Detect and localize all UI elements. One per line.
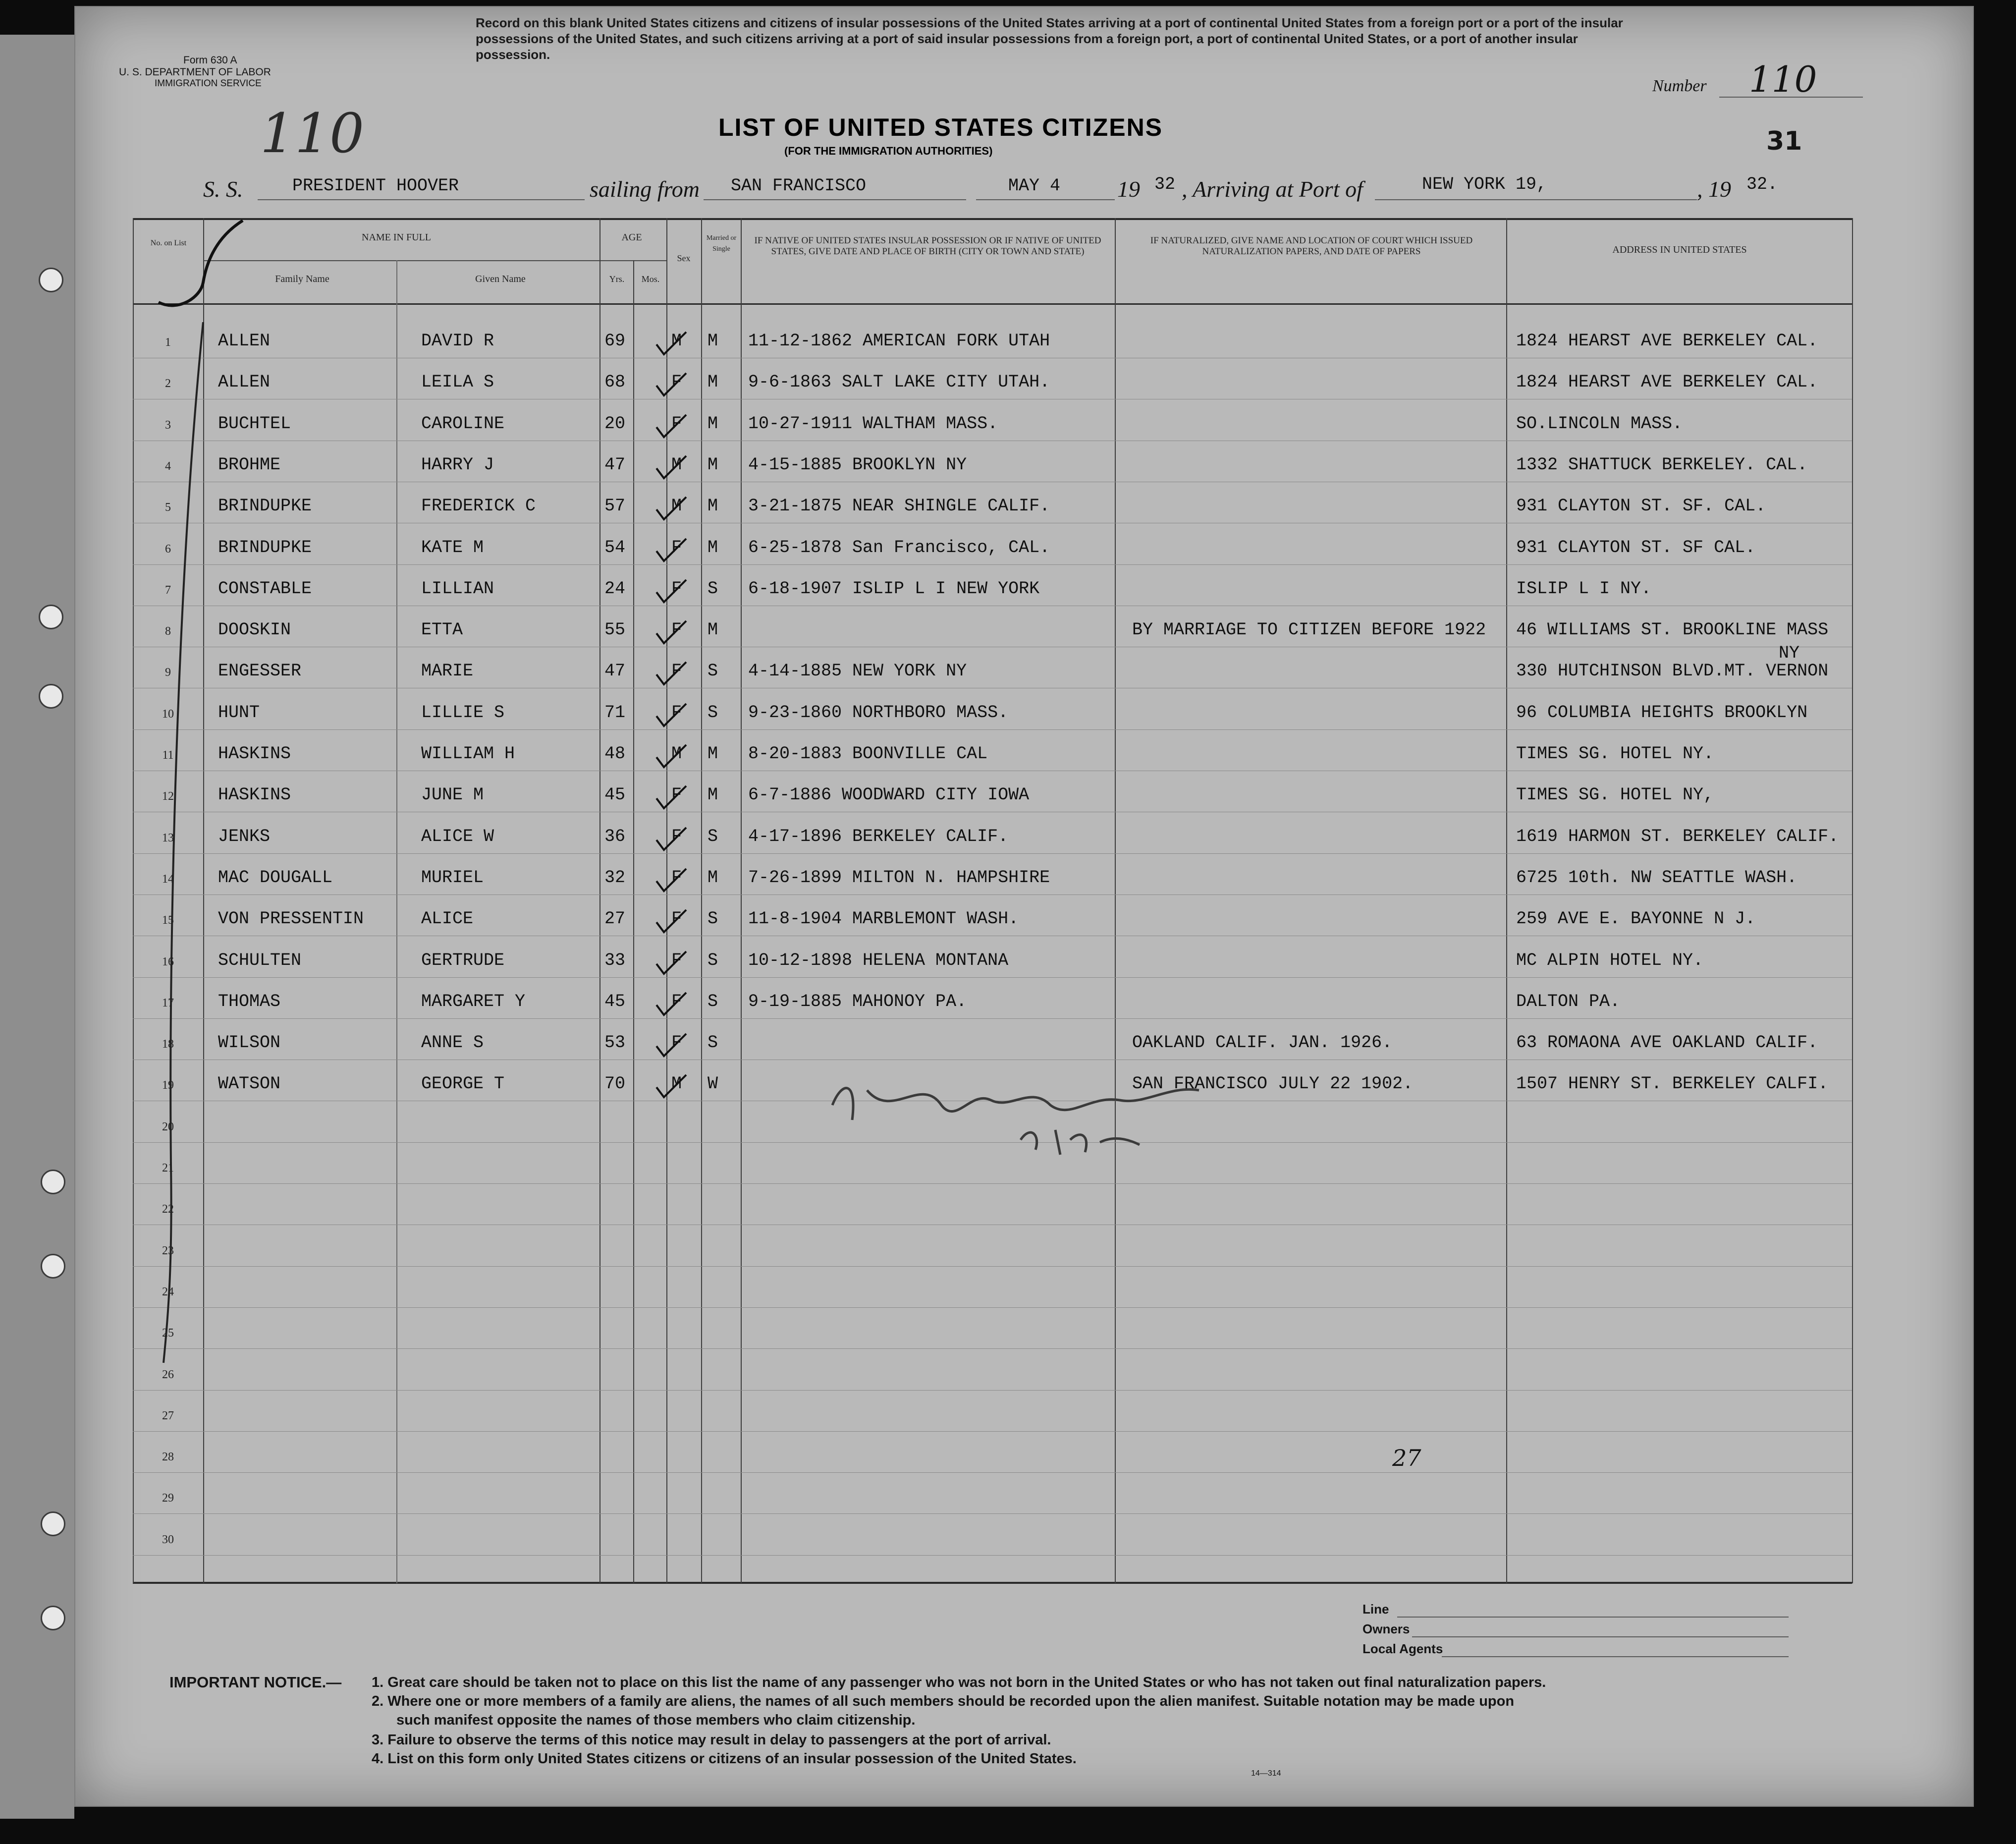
cell-addr: 931 CLAYTON ST. SF. CAL. bbox=[1516, 496, 1766, 516]
binder-hole bbox=[41, 1511, 65, 1536]
check-mark bbox=[654, 412, 689, 442]
cell-given: MURIEL bbox=[421, 867, 484, 888]
row-number: 13 bbox=[162, 831, 174, 844]
notice-item-3: 3. Failure to observe the terms of this notice may result in delay to passengers at the port of arrival. bbox=[372, 1732, 1051, 1748]
col-name-in-full: NAME IN FULL bbox=[362, 232, 431, 243]
line-underline bbox=[1397, 1617, 1789, 1618]
handwritten-note bbox=[822, 1061, 1229, 1160]
agents-label: Local Agents bbox=[1362, 1641, 1443, 1656]
cell-ms: M bbox=[708, 785, 718, 805]
cell-birth: 4-14-1885 NEW YORK NY bbox=[748, 661, 967, 681]
cell-ms: S bbox=[708, 702, 718, 723]
cell-sex: M bbox=[671, 496, 682, 516]
cell-addr: 1824 HEARST AVE BERKELEY CAL. bbox=[1516, 331, 1818, 351]
cell-ms: S bbox=[708, 1033, 718, 1053]
cell-given: KATE M bbox=[421, 537, 484, 558]
cell-addr: 96 COLUMBIA HEIGHTS BROOKLYN bbox=[1516, 702, 1808, 723]
date-underline bbox=[976, 199, 1115, 200]
row-number: 5 bbox=[165, 501, 171, 514]
cell-age: 47 bbox=[604, 661, 626, 681]
cell-nat: OAKLAND CALIF. JAN. 1926. bbox=[1132, 1033, 1393, 1053]
cell-birth: 9-23-1860 NORTHBORO MASS. bbox=[748, 702, 1009, 723]
col-line bbox=[1115, 218, 1116, 1583]
col-mos: Mos. bbox=[641, 274, 660, 284]
page-subtitle: (FOR THE IMMIGRATION AUTHORITIES) bbox=[784, 145, 993, 157]
cell-birth: 6-25-1878 San Francisco, CAL. bbox=[748, 537, 1050, 558]
col-line bbox=[133, 218, 134, 1583]
cell-sex: F bbox=[671, 372, 682, 392]
from-port-underline bbox=[704, 199, 966, 200]
cell-ms: S bbox=[708, 950, 718, 970]
check-mark bbox=[654, 866, 689, 896]
cell-family: BRINDUPKE bbox=[218, 496, 312, 516]
cell-given: DAVID R bbox=[421, 331, 494, 351]
row-rule bbox=[133, 1472, 1852, 1473]
cell-age: 36 bbox=[604, 826, 626, 846]
cell-given: ETTA bbox=[421, 620, 463, 640]
cell-sex: F bbox=[671, 620, 682, 640]
cell-given: WILLIAM H bbox=[421, 744, 515, 764]
cell-ms: W bbox=[708, 1074, 718, 1094]
cell-sex: F bbox=[671, 578, 682, 599]
cell-addr: 1507 HENRY ST. BERKELEY CALFI. bbox=[1516, 1074, 1829, 1094]
cell-ms: S bbox=[708, 826, 718, 846]
cell-addr: MC ALPIN HOTEL NY. bbox=[1516, 950, 1704, 970]
col-line bbox=[1506, 218, 1507, 1583]
handwritten-bracket bbox=[149, 213, 248, 322]
cell-age: 45 bbox=[604, 785, 626, 805]
cell-sex: F bbox=[671, 826, 682, 846]
binder-hole bbox=[39, 605, 63, 629]
row-number: 11 bbox=[162, 749, 174, 762]
cell-birth: 7-26-1899 MILTON N. HAMPSHIRE bbox=[748, 867, 1050, 888]
col-line bbox=[396, 260, 397, 1583]
cell-birth: 9-6-1863 SALT LAKE CITY UTAH. bbox=[748, 372, 1050, 392]
cell-given: LILLIE S bbox=[421, 702, 505, 723]
cell-family: ENGESSER bbox=[218, 661, 302, 681]
row-number: 26 bbox=[162, 1368, 174, 1381]
row-rule bbox=[133, 564, 1852, 565]
row-number: 9 bbox=[165, 666, 171, 679]
notice-item-4: 4. List on this form only United States citizens or citizens of an insular possession of the United States. bbox=[372, 1751, 1077, 1767]
cell-ms: S bbox=[708, 578, 718, 599]
page-title: LIST OF UNITED STATES CITIZENS bbox=[718, 113, 1163, 141]
cell-ms: M bbox=[708, 331, 718, 351]
owners-underline bbox=[1412, 1636, 1789, 1637]
row-rule bbox=[133, 853, 1852, 854]
cell-ms: M bbox=[708, 454, 718, 475]
check-mark bbox=[654, 949, 689, 979]
page-number: 31 bbox=[1766, 126, 1802, 156]
cell-family: MAC DOUGALL bbox=[218, 867, 333, 888]
owners-label: Owners bbox=[1362, 1621, 1410, 1636]
cell-age: 55 bbox=[604, 620, 626, 640]
from-port: SAN FRANCISCO bbox=[731, 176, 867, 196]
col-line bbox=[633, 260, 634, 1583]
cell-family: VON PRESSENTIN bbox=[218, 909, 364, 929]
check-mark bbox=[654, 825, 689, 855]
table-header-border bbox=[133, 303, 1852, 305]
number-value: 110 bbox=[1749, 58, 1817, 100]
cell-given: CAROLINE bbox=[421, 413, 505, 434]
cell-sex: F bbox=[671, 785, 682, 805]
line-label: Line bbox=[1362, 1602, 1389, 1617]
handwritten-number: 110 bbox=[260, 102, 364, 165]
cell-addr: 1332 SHATTUCK BERKELEY. CAL. bbox=[1516, 454, 1808, 475]
row-number: 6 bbox=[165, 542, 171, 556]
col-sex: Sex bbox=[677, 253, 691, 263]
cell-family: WILSON bbox=[218, 1033, 281, 1053]
check-mark bbox=[654, 495, 689, 524]
binder-hole bbox=[41, 1254, 65, 1279]
cell-nat: SAN FRANCISCO JULY 22 1902. bbox=[1132, 1074, 1414, 1094]
arrival-year-prefix: , 19 bbox=[1697, 176, 1731, 202]
cell-birth: 6-18-1907 ISLIP L I NEW YORK bbox=[748, 578, 1040, 599]
agents-underline bbox=[1442, 1656, 1789, 1657]
sailing-date: MAY 4 bbox=[1008, 176, 1061, 196]
row-rule bbox=[133, 1348, 1852, 1349]
department: U. S. DEPARTMENT OF LABOR bbox=[119, 66, 271, 78]
cell-sex: F bbox=[671, 413, 682, 434]
row-number: 22 bbox=[162, 1203, 174, 1216]
form-code: 14—314 bbox=[1251, 1769, 1281, 1778]
ship-underline bbox=[258, 199, 585, 200]
cell-age: 54 bbox=[604, 537, 626, 558]
row-number: 15 bbox=[162, 914, 174, 927]
col-no: No. on List bbox=[150, 239, 187, 247]
cell-birth: 8-20-1883 BOONVILLE CAL bbox=[748, 744, 988, 764]
cell-birth: 11-8-1904 MARBLEMONT WASH. bbox=[748, 909, 1019, 929]
check-mark bbox=[654, 330, 689, 359]
cell-given: HARRY J bbox=[421, 454, 494, 475]
number-label: Number bbox=[1652, 77, 1707, 95]
cell-ms: S bbox=[708, 909, 718, 929]
check-mark bbox=[654, 907, 689, 937]
row-number: 4 bbox=[165, 459, 171, 473]
row-rule bbox=[133, 1183, 1852, 1184]
check-mark bbox=[654, 536, 689, 566]
cell-birth: 4-15-1885 BROOKLYN NY bbox=[748, 454, 967, 475]
arrival-port: NEW YORK 19, bbox=[1422, 174, 1547, 194]
check-mark bbox=[654, 742, 689, 772]
year-suffix: 32 bbox=[1154, 174, 1176, 194]
notice-item-1: 1. Great care should be taken not to place on this list the name of any passenger who was not born in the United States or who has not taken out final naturalization papers. bbox=[372, 1675, 1546, 1690]
cell-ms: M bbox=[708, 496, 718, 516]
col-line bbox=[1852, 218, 1853, 1583]
check-mark bbox=[654, 577, 689, 607]
col-given: Given Name bbox=[475, 274, 526, 284]
row-rule bbox=[133, 1513, 1852, 1514]
cell-family: ALLEN bbox=[218, 331, 271, 351]
row-number: 17 bbox=[162, 996, 174, 1009]
cell-age: 45 bbox=[604, 991, 626, 1011]
cell-family: THOMAS bbox=[218, 991, 281, 1011]
table-top-border bbox=[133, 218, 1852, 220]
service: IMMIGRATION SERVICE bbox=[155, 78, 262, 89]
cell-family: WATSON bbox=[218, 1074, 281, 1094]
row-number: 19 bbox=[162, 1079, 174, 1092]
sailing-label: sailing from bbox=[590, 176, 700, 202]
cell-ms: S bbox=[708, 661, 718, 681]
col-line bbox=[701, 218, 702, 1583]
cell-birth: 9-19-1885 MAHONOY PA. bbox=[748, 991, 967, 1011]
row-number: 8 bbox=[165, 625, 171, 638]
col-naturalized: IF NATURALIZED, GIVE NAME AND LOCATION OF COURT WHICH ISSUED NATURALIZATION PAPERS, AND DATE OF PAPERS bbox=[1150, 235, 1473, 257]
row-number: 3 bbox=[165, 418, 171, 432]
check-mark bbox=[654, 1031, 689, 1061]
cell-age: 48 bbox=[604, 744, 626, 764]
cell-given: FREDERICK C bbox=[421, 496, 536, 516]
binder-hole bbox=[41, 1170, 65, 1194]
cell-sex: F bbox=[671, 950, 682, 970]
cell-addr: 6725 10th. NW SEATTLE WASH. bbox=[1516, 867, 1798, 888]
cell-age: 20 bbox=[604, 413, 626, 434]
row-number: 23 bbox=[162, 1244, 174, 1257]
check-mark bbox=[654, 453, 689, 483]
cell-ms: M bbox=[708, 537, 718, 558]
cell-birth: 10-27-1911 WALTHAM MASS. bbox=[748, 413, 998, 434]
cell-nat: BY MARRIAGE TO CITIZEN BEFORE 1922 bbox=[1132, 620, 1486, 640]
check-mark bbox=[654, 1072, 689, 1102]
cell-given: MARIE bbox=[421, 661, 474, 681]
cell-addr: 931 CLAYTON ST. SF CAL. bbox=[1516, 537, 1756, 558]
row-rule bbox=[133, 1266, 1852, 1267]
row-number: 28 bbox=[162, 1451, 174, 1464]
row-rule bbox=[133, 1018, 1852, 1019]
notice-heading: IMPORTANT NOTICE.— bbox=[169, 1674, 342, 1691]
cell-age: 71 bbox=[604, 702, 626, 723]
check-mark bbox=[654, 701, 689, 731]
cell-addr: SO.LINCOLN MASS. bbox=[1516, 413, 1683, 434]
cell-sex: F bbox=[671, 702, 682, 723]
cell-family: ALLEN bbox=[218, 372, 271, 392]
cell-addr: TIMES SG. HOTEL NY, bbox=[1516, 785, 1714, 805]
cell-addr: 46 WILLIAMS ST. BROOKLINE MASS bbox=[1516, 620, 1829, 640]
name-header-divider bbox=[203, 260, 599, 261]
cell-sex: M bbox=[671, 744, 682, 764]
cell-addr: 1619 HARMON ST. BERKELEY CALIF. bbox=[1516, 826, 1839, 846]
cell-ms: S bbox=[708, 991, 718, 1011]
check-mark bbox=[654, 618, 689, 648]
row-rule bbox=[133, 729, 1852, 730]
row-number: 21 bbox=[162, 1162, 174, 1174]
check-mark bbox=[654, 990, 689, 1020]
cell-addr: TIMES SG. HOTEL NY. bbox=[1516, 744, 1714, 764]
row-rule bbox=[133, 1307, 1852, 1308]
cell-age: 53 bbox=[604, 1033, 626, 1053]
row-number: 2 bbox=[165, 377, 171, 391]
row-number: 30 bbox=[162, 1533, 174, 1546]
cell-age: 69 bbox=[604, 331, 626, 351]
binder-hole bbox=[41, 1606, 65, 1630]
col-line bbox=[599, 218, 600, 1583]
row-number: 27 bbox=[162, 1409, 174, 1422]
cell-given: JUNE M bbox=[421, 785, 484, 805]
check-mark bbox=[654, 660, 689, 689]
cell-sex: M bbox=[671, 1074, 682, 1094]
row-number: 10 bbox=[162, 707, 174, 721]
row-number: 12 bbox=[162, 790, 174, 803]
row-number: 29 bbox=[162, 1492, 174, 1505]
cell-given: GEORGE T bbox=[421, 1074, 505, 1094]
notice-item-2: 2. Where one or more members of a family are aliens, the names of all such members should be recorded upon the alien manifest. Suitable notation may be made upon bbox=[372, 1693, 1515, 1709]
margin-check-line bbox=[149, 322, 223, 1591]
table-bottom-border bbox=[133, 1582, 1852, 1584]
cell-sex: F bbox=[671, 991, 682, 1011]
cell-addr: ISLIP L I NY. bbox=[1516, 578, 1652, 599]
check-mark bbox=[654, 783, 689, 813]
cell-given: ALICE W bbox=[421, 826, 494, 846]
cell-family: SCHULTEN bbox=[218, 950, 302, 970]
cell-addr: 1824 HEARST AVE BERKELEY CAL. bbox=[1516, 372, 1818, 392]
col-yrs: Yrs. bbox=[609, 274, 625, 284]
cell-family: BROHME bbox=[218, 454, 281, 475]
cell-ms: M bbox=[708, 867, 718, 888]
binding-strip bbox=[0, 35, 74, 1819]
col-address: ADDRESS IN UNITED STATES bbox=[1612, 244, 1747, 255]
col-age: AGE bbox=[621, 232, 642, 243]
cell-age: 57 bbox=[604, 496, 626, 516]
check-mark bbox=[654, 371, 689, 400]
arrival-underline bbox=[1375, 199, 1697, 200]
row-rule bbox=[133, 894, 1852, 895]
cell-addr: 330 HUTCHINSON BLVD.MT. VERNON bbox=[1516, 661, 1829, 681]
cell-sex: F bbox=[671, 537, 682, 558]
form-number: Form 630 A bbox=[183, 55, 237, 66]
cell-family: CONSTABLE bbox=[218, 578, 312, 599]
cell-family: DOOSKIN bbox=[218, 620, 291, 640]
cell-sex: M bbox=[671, 454, 682, 475]
cell-addr: DALTON PA. bbox=[1516, 991, 1621, 1011]
ss-label: S. S. bbox=[203, 176, 243, 202]
cell-sex: F bbox=[671, 909, 682, 929]
row-rule bbox=[133, 977, 1852, 978]
cell-sex: M bbox=[671, 331, 682, 351]
cell-family: BRINDUPKE bbox=[218, 537, 312, 558]
cell-birth: 11-12-1862 AMERICAN FORK UTAH bbox=[748, 331, 1050, 351]
col-family: Family Name bbox=[275, 274, 329, 284]
col-married: Married or Single bbox=[706, 234, 737, 253]
notice-item-2-cont: such manifest opposite the names of those members who claim citizenship. bbox=[396, 1712, 916, 1728]
cell-age: 24 bbox=[604, 578, 626, 599]
cell-addr: 63 ROMAONA AVE OAKLAND CALIF. bbox=[1516, 1033, 1818, 1053]
cell-family: BUCHTEL bbox=[218, 413, 291, 434]
instructions: Record on this blank United States citizens and citizens of insular possessions of the United States arriving at a port of continental United States from a foreign port or a port of the insular possessions of the United States, and such citizens arriving at a port of said insular possessions from a foreign port, a port of continental United States, or a port of another insular possession. bbox=[476, 15, 1623, 62]
cell-given: LEILA S bbox=[421, 372, 494, 392]
row-number: 7 bbox=[165, 583, 171, 597]
col-birth: IF NATIVE OF UNITED STATES INSULAR POSSESSION OR IF NATIVE OF UNITED STATES, GIVE DATE AND PLACE OF BIRTH (CITY OR TOWN AND STATE) bbox=[754, 235, 1101, 257]
cell-given: ANNE S bbox=[421, 1033, 484, 1053]
cell-birth: 3-21-1875 NEAR SHINGLE CALIF. bbox=[748, 496, 1050, 516]
cell-ms: M bbox=[708, 413, 718, 434]
cell-age: 70 bbox=[604, 1074, 626, 1094]
row-rule bbox=[133, 1555, 1852, 1556]
cell-age: 47 bbox=[604, 454, 626, 475]
col-line bbox=[741, 218, 742, 1583]
year-prefix: 19 bbox=[1117, 176, 1140, 202]
row-number: 16 bbox=[162, 955, 174, 968]
cell-family: HUNT bbox=[218, 702, 260, 723]
cell-birth: 6-7-1886 WOODWARD CITY IOWA bbox=[748, 785, 1030, 805]
row-rule bbox=[133, 1390, 1852, 1391]
arrival-year-suffix: 32. bbox=[1746, 174, 1778, 194]
cell-family: HASKINS bbox=[218, 785, 291, 805]
cell-birth: 10-12-1898 HELENA MONTANA bbox=[748, 950, 1009, 970]
cell-sex: F bbox=[671, 1033, 682, 1053]
page-stamp: 27 bbox=[1392, 1445, 1421, 1471]
cell-sex: F bbox=[671, 867, 682, 888]
row-number: 25 bbox=[162, 1327, 174, 1340]
cell-ms: M bbox=[708, 372, 718, 392]
cell-age: 33 bbox=[604, 950, 626, 970]
cell-age: 32 bbox=[604, 867, 626, 888]
arriving-label: , Arriving at Port of bbox=[1182, 176, 1363, 202]
cell-given: ALICE bbox=[421, 909, 474, 929]
cell-given: LILLIAN bbox=[421, 578, 494, 599]
address-9-annotation: NY bbox=[1779, 643, 1800, 664]
cell-given: GERTRUDE bbox=[421, 950, 505, 970]
row-number: 18 bbox=[162, 1038, 174, 1051]
row-rule bbox=[133, 1431, 1852, 1432]
row-number: 1 bbox=[165, 336, 171, 349]
cell-age: 27 bbox=[604, 909, 626, 929]
cell-ms: M bbox=[708, 744, 718, 764]
cell-given: MARGARET Y bbox=[421, 991, 526, 1011]
cell-family: JENKS bbox=[218, 826, 271, 846]
row-number: 20 bbox=[162, 1120, 174, 1133]
binder-hole bbox=[39, 684, 63, 709]
cell-sex: F bbox=[671, 661, 682, 681]
row-number: 24 bbox=[162, 1285, 174, 1298]
cell-addr: 259 AVE E. BAYONNE N J. bbox=[1516, 909, 1756, 929]
ship-name: PRESIDENT HOOVER bbox=[292, 176, 459, 196]
row-number: 14 bbox=[162, 872, 174, 886]
cell-age: 68 bbox=[604, 372, 626, 392]
cell-family: HASKINS bbox=[218, 744, 291, 764]
cell-birth: 4-17-1896 BERKELEY CALIF. bbox=[748, 826, 1009, 846]
cell-ms: M bbox=[708, 620, 718, 640]
binder-hole bbox=[39, 268, 63, 292]
